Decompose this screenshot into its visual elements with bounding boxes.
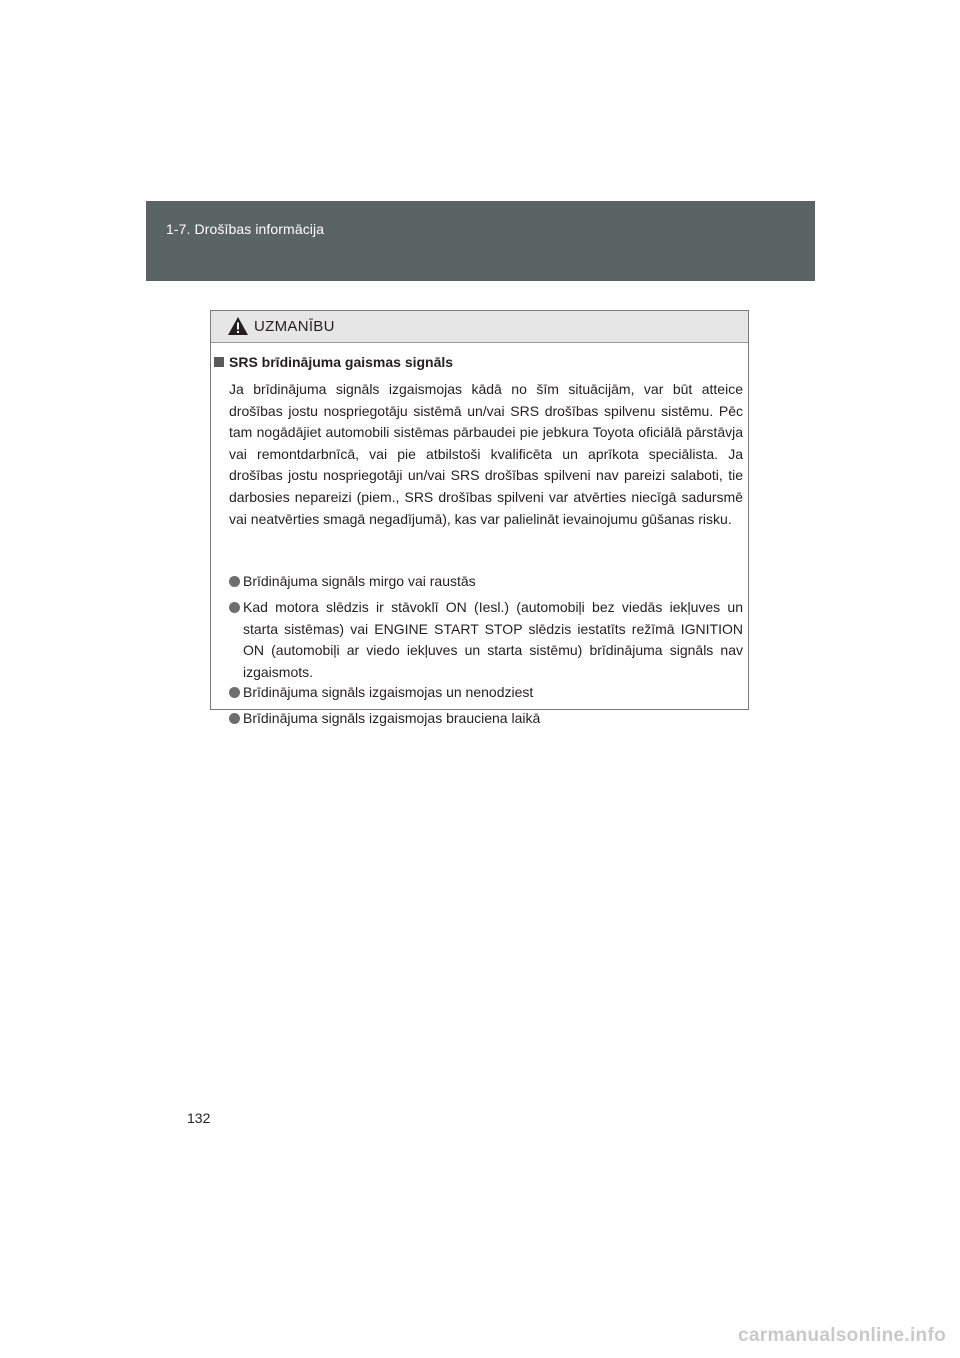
page-number: 132 [187,1110,211,1126]
list-item: Kad motora slēdzis ir stāvoklī ON (Iesl.) (automobiļi bez viedās iekļuves un starta sistēmas) vai ENGINE START STOP slēdzis iestatīts režīmā IGNITION ON (automobiļi ar viedo iekļuves un starta sistēmu) brīdinājuma signāls nav izgaismots. [229,597,743,683]
watermark: carmanualsonline.info [738,1325,946,1346]
caution-box [210,310,749,726]
list-item: Brīdinājuma signāls izgaismojas brauciena laikā [229,708,743,730]
square-bullet-icon [214,357,224,367]
caution-paragraph: Ja brīdinājuma signāls izgaismojas kādā no šīm situācijām, var būt atteice drošības jostu nospriegotāju sistēmā un/vai SRS drošības spilvenu sistēmu. Pēc tam nogādājiet automobili sistēmas pārbaudei pie jebkura Toyota oficiālā pārstāvja vai remontdarbnīcā, vai pie atbilstoši kvalificēta un aprīkota speciālista. Ja drošības jostu nospriegotāji un/vai SRS drošības spilveni nav pareizi salaboti, tie darbosies nepareizi (piem., SRS drošības spilveni var atvērties niecīgā sadursmē vai neatvērties smagā negadījumā), kas var palielināt ievainojumu gūšanas risku. [229,381,743,527]
bullet-dot-icon [229,576,240,587]
section-title: 1-7. Drošības informācija [166,221,325,237]
list-item: Brīdinājuma signāls izgaismojas un nenodziest [229,682,743,704]
bullet-dot-icon [229,713,240,724]
caution-title: UZMANĪBU [254,318,335,335]
bullet-dot-icon [229,687,240,698]
list-item: Brīdinājuma signāls mirgo vai raustās [229,571,743,593]
warning-triangle-icon [227,316,249,336]
section-header-bar [146,201,815,281]
section-heading [214,354,453,370]
caution-header [211,311,748,343]
section-heading-text: SRS brīdinājuma gaismas signāls [229,354,454,370]
bullet-dot-icon [229,602,240,613]
